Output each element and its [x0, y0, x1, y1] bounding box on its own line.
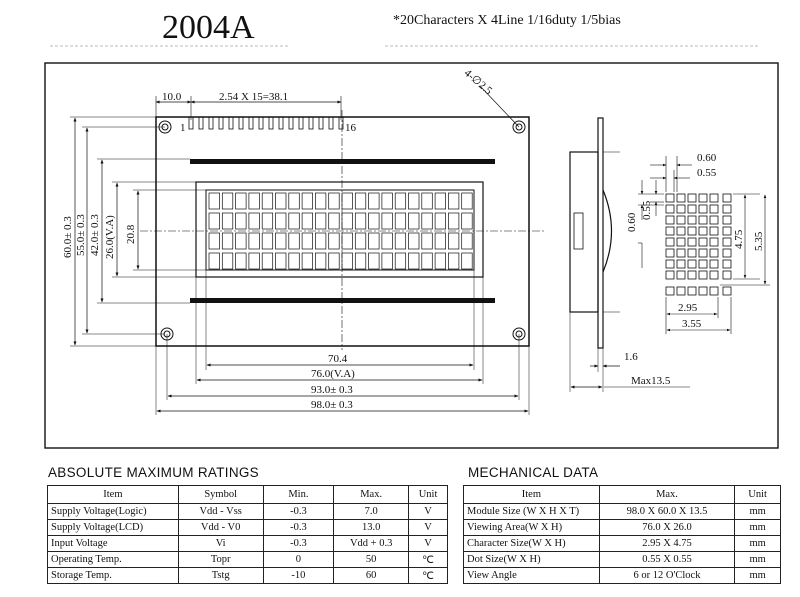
dot	[688, 194, 696, 202]
char-cell	[329, 253, 340, 269]
col-header: Unit	[409, 486, 448, 504]
dot	[710, 260, 718, 268]
front-view	[62, 67, 545, 415]
char-cell	[448, 193, 459, 209]
char-cell	[369, 193, 380, 209]
table-row	[464, 520, 781, 536]
table-cell: mm	[735, 536, 781, 552]
dot	[666, 249, 674, 257]
char-cell	[289, 253, 300, 269]
dim-char-w: 2.95	[678, 302, 698, 314]
pin	[209, 117, 213, 129]
char-cell	[222, 193, 233, 209]
char-cell	[395, 253, 406, 269]
table-row	[464, 504, 781, 520]
char-cell	[315, 213, 326, 229]
table-cell: Input Voltage	[48, 536, 179, 552]
dot	[677, 260, 685, 268]
table-cell: -0.3	[263, 520, 334, 536]
model-title: 2004A	[162, 9, 255, 46]
side-connector	[574, 213, 583, 249]
dim-dot-h: 0.60	[626, 212, 638, 232]
dim-w-outer: 98.0± 0.3	[311, 399, 353, 411]
char-cell	[355, 253, 366, 269]
char-cell	[369, 233, 380, 249]
char-cell	[342, 213, 353, 229]
dot	[699, 216, 707, 224]
table-cell: 50	[334, 552, 409, 568]
char-cell	[435, 253, 446, 269]
dot	[677, 271, 685, 279]
char-cell	[276, 213, 287, 229]
table-row	[48, 568, 448, 584]
dim-dot-pitch-h: 0.55	[641, 200, 653, 220]
table-row	[464, 552, 781, 568]
dim-h-va: 26.0(V.A)	[104, 215, 116, 259]
pcb-outline	[156, 117, 529, 346]
char-cell	[236, 193, 247, 209]
char-cell	[462, 233, 473, 249]
ratings-table	[47, 485, 448, 584]
table-cell: Storage Temp.	[48, 568, 179, 584]
dot	[710, 194, 718, 202]
col-header: Max.	[599, 486, 734, 504]
drawing-frame	[45, 63, 778, 448]
dot	[710, 216, 718, 224]
mechanical-title: MECHANICAL DATA	[468, 465, 599, 480]
dot	[710, 249, 718, 257]
dot	[699, 205, 707, 213]
cursor-row	[666, 287, 731, 295]
table-cell: ℃	[409, 568, 448, 584]
dim-pin-offset: 10.0	[162, 91, 182, 103]
dot	[688, 216, 696, 224]
dot	[688, 205, 696, 213]
dot	[699, 249, 707, 257]
bezel-top-bar	[190, 159, 495, 164]
char-cell	[342, 253, 353, 269]
char-cell	[329, 213, 340, 229]
char-cell	[249, 213, 260, 229]
dot	[677, 249, 685, 257]
char-cell	[422, 213, 433, 229]
mechanical-table	[463, 485, 781, 584]
pin-header	[189, 117, 343, 129]
dot	[666, 260, 674, 268]
char-cell	[262, 253, 273, 269]
table-cell: V	[409, 520, 448, 536]
pin-last-label: 16	[345, 122, 356, 134]
table-cell: mm	[735, 568, 781, 584]
pin	[229, 117, 233, 129]
table-cell: Supply Voltage(LCD)	[48, 520, 179, 536]
table-cell: V	[409, 504, 448, 520]
char-cell	[422, 233, 433, 249]
char-cell	[355, 193, 366, 209]
char-cell	[236, 233, 247, 249]
char-cell	[462, 253, 473, 269]
table-cell: 98.0 X 60.0 X 13.5	[599, 504, 734, 520]
table-cell: Viewing Area(W X H)	[464, 520, 600, 536]
table-cell: 60	[334, 568, 409, 584]
pin	[249, 117, 253, 129]
char-cell	[222, 253, 233, 269]
dim-w-pcb: 93.0± 0.3	[311, 384, 353, 396]
table-cell: Vdd - Vss	[178, 504, 263, 520]
char-cell	[342, 233, 353, 249]
dot	[677, 238, 685, 246]
dim-char-h: 4.75	[733, 229, 745, 249]
table-cell: 7.0	[334, 504, 409, 520]
char-cell	[422, 253, 433, 269]
pin-first-label: 1	[180, 122, 186, 134]
dim-h-outer: 60.0± 0.3	[62, 216, 74, 258]
dim-char-pitch-w: 3.55	[682, 318, 702, 330]
table-cell: 13.0	[334, 520, 409, 536]
table-cell: mm	[735, 520, 781, 536]
char-cell	[276, 193, 287, 209]
bezel-bottom-bar	[190, 298, 495, 303]
table-cell: View Angle	[464, 568, 600, 584]
table-cell: Vi	[178, 536, 263, 552]
char-cell	[422, 193, 433, 209]
pin	[219, 117, 223, 129]
char-cell	[382, 233, 393, 249]
table-cell: mm	[735, 552, 781, 568]
dot	[688, 227, 696, 235]
model-spec: *20Characters X 4Line 1/16duty 1/5bias	[393, 13, 621, 28]
table-row	[48, 536, 448, 552]
dot	[666, 271, 674, 279]
char-cell	[448, 253, 459, 269]
char-cell	[249, 253, 260, 269]
pin	[319, 117, 323, 129]
dot	[710, 227, 718, 235]
table-cell: -0.3	[263, 536, 334, 552]
pin	[269, 117, 273, 129]
char-cell	[435, 213, 446, 229]
table-cell: Operating Temp.	[48, 552, 179, 568]
table-cell: 0.55 X 0.55	[599, 552, 734, 568]
char-cell	[222, 233, 233, 249]
char-cell	[409, 253, 420, 269]
dot	[710, 238, 718, 246]
char-cell	[236, 213, 247, 229]
char-cell	[209, 193, 220, 209]
char-cell	[289, 193, 300, 209]
dot	[666, 194, 674, 202]
dim-pin-pitch: 2.54 X 15=38.1	[219, 91, 289, 103]
table-cell: Topr	[178, 552, 263, 568]
dot	[688, 271, 696, 279]
table-row	[464, 568, 781, 584]
char-cell	[355, 233, 366, 249]
dot	[677, 205, 685, 213]
pin	[309, 117, 313, 129]
table-cell: Vdd - V0	[178, 520, 263, 536]
table-cell: Tstg	[178, 568, 263, 584]
dot	[688, 249, 696, 257]
char-cell	[395, 213, 406, 229]
char-cell	[315, 233, 326, 249]
table-cell: mm	[735, 504, 781, 520]
char-detail	[626, 152, 770, 334]
char-cell	[289, 213, 300, 229]
dot	[688, 238, 696, 246]
dim-side-pin: 1.6	[624, 351, 638, 363]
table-row	[48, 552, 448, 568]
char-cell	[448, 233, 459, 249]
dim-w-va: 76.0(V.A)	[311, 368, 355, 380]
dot	[699, 194, 707, 202]
col-header: Symbol	[178, 486, 263, 504]
table-cell: ℃	[409, 552, 448, 568]
table-cell: Supply Voltage(Logic)	[48, 504, 179, 520]
dim-hole: 4-∅2.5	[461, 67, 495, 98]
col-header: Min.	[263, 486, 334, 504]
char-cell	[462, 213, 473, 229]
dim-h-pcb: 55.0± 0.3	[75, 214, 87, 256]
char-cell	[355, 213, 366, 229]
dim-h-bezel: 42.0± 0.3	[89, 214, 101, 256]
char-cell	[276, 253, 287, 269]
dot	[677, 194, 685, 202]
char-cell	[448, 213, 459, 229]
char-cell	[462, 193, 473, 209]
dot	[666, 227, 674, 235]
table-cell: 76.0 X 26.0	[599, 520, 734, 536]
dot	[699, 271, 707, 279]
table-cell: Vdd + 0.3	[334, 536, 409, 552]
char-cell	[382, 193, 393, 209]
char-cell	[302, 233, 313, 249]
char-cell	[329, 193, 340, 209]
char-cell	[409, 193, 420, 209]
right-dot-column	[723, 194, 731, 279]
pin	[289, 117, 293, 129]
table-cell: Dot Size(W X H)	[464, 552, 600, 568]
pin	[329, 117, 333, 129]
mechanical-header-row	[464, 486, 781, 504]
pin	[239, 117, 243, 129]
char-cell	[209, 233, 220, 249]
char-cell	[315, 253, 326, 269]
dot	[666, 216, 674, 224]
char-cell	[302, 193, 313, 209]
table-row	[48, 504, 448, 520]
char-cell	[382, 253, 393, 269]
char-cell	[342, 193, 353, 209]
ratings-title: ABSOLUTE MAXIMUM RATINGS	[48, 465, 259, 480]
dot	[677, 216, 685, 224]
table-row	[48, 520, 448, 536]
pin	[199, 117, 203, 129]
dim-char-pitch-h: 5.35	[753, 231, 765, 251]
char-cell	[262, 193, 273, 209]
col-header: Item	[48, 486, 179, 504]
dot	[699, 238, 707, 246]
table-cell: Character Size(W X H)	[464, 536, 600, 552]
table-cell: 0	[263, 552, 334, 568]
char-cell	[262, 233, 273, 249]
ratings-header-row	[48, 486, 448, 504]
char-cell	[382, 213, 393, 229]
dot	[699, 260, 707, 268]
dim-h-aa: 20.8	[125, 224, 137, 244]
side-pcb	[598, 118, 603, 348]
char-cell	[409, 233, 420, 249]
char-cell	[395, 233, 406, 249]
dim-side-max: Max13.5	[631, 375, 671, 387]
table-cell: -10	[263, 568, 334, 584]
side-bezel-curve	[603, 190, 612, 272]
dot	[677, 227, 685, 235]
col-header: Max.	[334, 486, 409, 504]
dot	[666, 205, 674, 213]
char-cell	[262, 213, 273, 229]
dot	[710, 271, 718, 279]
pin	[279, 117, 283, 129]
char-cell	[302, 253, 313, 269]
char-cell	[369, 253, 380, 269]
table-cell: 6 or 12 O'Clock	[599, 568, 734, 584]
char-cell	[369, 213, 380, 229]
char-cell	[276, 233, 287, 249]
dim-w-aa: 70.4	[328, 353, 348, 365]
table-row	[464, 536, 781, 552]
char-cell	[249, 233, 260, 249]
dot	[699, 227, 707, 235]
char-cell	[249, 193, 260, 209]
table-cell: V	[409, 536, 448, 552]
char-cell	[302, 213, 313, 229]
dot	[666, 238, 674, 246]
char-cell	[236, 253, 247, 269]
dim-dot-pitch-w: 0.55	[697, 167, 717, 179]
col-header: Item	[464, 486, 600, 504]
char-cell	[329, 233, 340, 249]
char-cell	[209, 253, 220, 269]
pin	[259, 117, 263, 129]
char-cell	[435, 193, 446, 209]
table-cell: Module Size (W X H X T)	[464, 504, 600, 520]
table-cell: -0.3	[263, 504, 334, 520]
pin	[299, 117, 303, 129]
char-cell	[289, 233, 300, 249]
col-header: Unit	[735, 486, 781, 504]
char-cell	[222, 213, 233, 229]
dot	[688, 260, 696, 268]
char-cell	[435, 233, 446, 249]
char-cell	[409, 213, 420, 229]
side-view	[570, 118, 620, 392]
dot	[710, 205, 718, 213]
char-cell	[209, 213, 220, 229]
char-cell	[395, 193, 406, 209]
table-cell: 2.95 X 4.75	[599, 536, 734, 552]
char-cell	[315, 193, 326, 209]
dim-dot-w: 0.60	[697, 152, 717, 164]
dot-matrix	[666, 194, 718, 279]
